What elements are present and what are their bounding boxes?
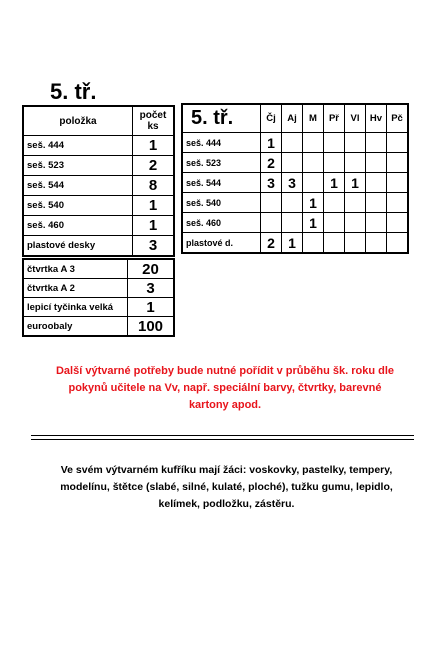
qty-cell: 1 xyxy=(133,136,175,156)
subject-matrix-header xyxy=(182,104,408,133)
value-cell xyxy=(303,133,324,153)
item-cell: seš. 523 xyxy=(23,156,133,176)
value-cell xyxy=(366,213,387,233)
item-cell: seš. 544 xyxy=(23,176,133,196)
value-cell: 1 xyxy=(282,233,303,254)
item-cell: lepicí tyčinka velká xyxy=(23,298,128,317)
table-row xyxy=(182,133,408,153)
item-cell: čtvrtka A 3 xyxy=(23,259,128,279)
item-cell: seš. 444 xyxy=(23,136,133,156)
table-row xyxy=(182,193,408,213)
red-note-line: Další výtvarné potřeby bude nutné pořídit v průběhu šk. roku dle xyxy=(55,365,394,377)
subject-matrix-title: 5. tř. xyxy=(182,104,261,133)
item-cell: čtvrtka A 2 xyxy=(23,279,128,298)
subject-column-header: M xyxy=(303,104,324,133)
value-cell xyxy=(345,233,366,254)
qty-cell: 8 xyxy=(133,176,175,196)
qty-header-line2: ks xyxy=(147,121,159,132)
table-row xyxy=(23,259,174,279)
value-cell xyxy=(324,133,345,153)
black-note-line: kelímek, podložku, zástěru. xyxy=(158,498,295,510)
item-cell: seš. 544 xyxy=(182,173,261,193)
value-cell xyxy=(387,193,409,213)
supplies-table-extra xyxy=(22,258,175,337)
qty-cell: 1 xyxy=(128,298,175,317)
value-cell xyxy=(366,153,387,173)
table-row xyxy=(23,279,174,298)
value-cell: 2 xyxy=(261,233,282,254)
qty-cell: 1 xyxy=(133,216,175,236)
column-header-qty xyxy=(133,106,175,136)
qty-header-line1: počet xyxy=(139,110,167,121)
value-cell xyxy=(303,173,324,193)
item-cell: plastové d. xyxy=(182,233,261,254)
column-header-item: položka xyxy=(23,106,133,136)
value-cell xyxy=(324,153,345,173)
subject-column-header: Hv xyxy=(366,104,387,133)
item-cell: seš. 540 xyxy=(23,196,133,216)
table-row xyxy=(23,298,174,317)
qty-cell: 1 xyxy=(133,196,175,216)
table-row xyxy=(23,156,174,176)
table-row xyxy=(182,173,408,193)
value-cell xyxy=(387,173,409,193)
black-note-line: Ve svém výtvarném kufříku mají žáci: voskovky, pastelky, tempery, xyxy=(60,464,393,476)
value-cell xyxy=(387,133,409,153)
divider-line xyxy=(31,435,414,436)
item-cell: seš. 444 xyxy=(182,133,261,153)
supplies-table-header xyxy=(23,106,174,136)
supplies-table xyxy=(22,105,175,257)
divider-line xyxy=(31,439,414,440)
table-row xyxy=(182,233,408,254)
value-cell xyxy=(324,233,345,254)
item-cell: seš. 460 xyxy=(182,213,261,233)
subject-column-header: Aj xyxy=(282,104,303,133)
value-cell xyxy=(387,153,409,173)
item-cell: euroobaly xyxy=(23,317,128,337)
table-row xyxy=(23,136,174,156)
value-cell xyxy=(345,193,366,213)
qty-cell: 2 xyxy=(133,156,175,176)
value-cell xyxy=(345,133,366,153)
value-cell xyxy=(387,233,409,254)
subject-column-header: Vl xyxy=(345,104,366,133)
value-cell xyxy=(345,213,366,233)
value-cell xyxy=(366,173,387,193)
item-cell: seš. 523 xyxy=(182,153,261,173)
value-cell: 2 xyxy=(261,153,282,173)
red-note-line: kartony apod. xyxy=(188,399,262,411)
value-cell: 1 xyxy=(324,173,345,193)
black-note xyxy=(34,462,419,513)
page-heading: 5. tř. xyxy=(50,79,97,104)
red-note-line: pokynů učitele na Vv, např. speciální barvy, čtvrtky, barevné xyxy=(68,382,382,394)
item-cell: plastové desky xyxy=(23,236,133,257)
subject-column-header: Př xyxy=(324,104,345,133)
table-row xyxy=(182,213,408,233)
table-row xyxy=(23,196,174,216)
value-cell: 1 xyxy=(261,133,282,153)
qty-cell: 3 xyxy=(133,236,175,257)
qty-cell: 3 xyxy=(128,279,175,298)
value-cell xyxy=(366,133,387,153)
value-cell xyxy=(261,213,282,233)
value-cell xyxy=(366,233,387,254)
value-cell xyxy=(282,133,303,153)
red-note xyxy=(30,363,420,414)
subject-column-header: Čj xyxy=(261,104,282,133)
table-row xyxy=(23,176,174,196)
value-cell: 1 xyxy=(345,173,366,193)
value-cell: 3 xyxy=(282,173,303,193)
value-cell xyxy=(261,193,282,213)
value-cell: 3 xyxy=(261,173,282,193)
item-cell: seš. 540 xyxy=(182,193,261,213)
black-note-line: modelínu, štětce (slabé, silné, kulaté, ploché), tužku gumu, lepidlo, xyxy=(60,481,393,493)
subject-matrix-table xyxy=(181,103,409,254)
value-cell: 1 xyxy=(303,193,324,213)
value-cell xyxy=(366,193,387,213)
qty-cell: 20 xyxy=(128,259,175,279)
value-cell xyxy=(303,153,324,173)
value-cell: 1 xyxy=(303,213,324,233)
value-cell xyxy=(324,193,345,213)
table-row xyxy=(182,153,408,173)
value-cell xyxy=(282,153,303,173)
value-cell xyxy=(345,153,366,173)
value-cell xyxy=(303,233,324,254)
table-row xyxy=(23,317,174,337)
value-cell xyxy=(282,193,303,213)
value-cell xyxy=(387,213,409,233)
table-row xyxy=(23,236,174,257)
table-row xyxy=(23,216,174,236)
item-cell: seš. 460 xyxy=(23,216,133,236)
value-cell xyxy=(282,213,303,233)
value-cell xyxy=(324,213,345,233)
subject-column-header: Pč xyxy=(387,104,409,133)
qty-cell: 100 xyxy=(128,317,175,337)
